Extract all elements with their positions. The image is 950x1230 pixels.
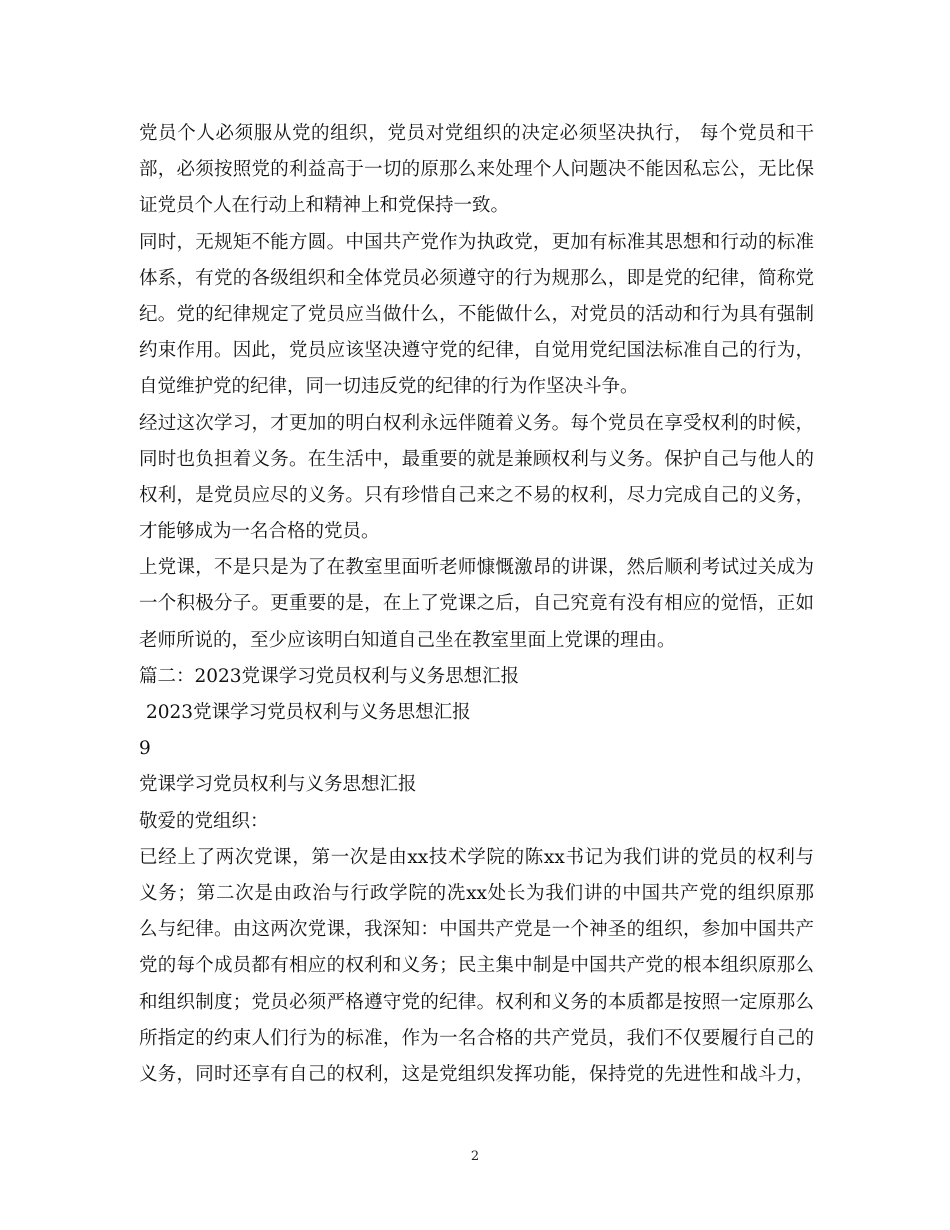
- text-line: 党员个人必须服从党的组织，党员对党组织的决定必须坚决执行， 每个党员和干: [139, 123, 814, 144]
- section-heading: 篇二：2023党课学习党员权利与义务思想汇报: [139, 665, 520, 687]
- text-line: 同时也负担着义务。在生活中，最重要的就是兼顾权利与义务。保护自己与他人的: [139, 448, 814, 470]
- text-line: 证党员个人在行动上和精神上和党保持一致。: [139, 195, 510, 217]
- section-title: 2023党课学习党员权利与义务思想汇报: [146, 702, 471, 723]
- text-line: 纪。党的纪律规定了党员应当做什么，不能做什么，对党员的活动和行为具有强制: [139, 303, 814, 325]
- text-line: 义务；第二次是由政治与行政学院的冼xx处长为我们讲的中国共产党的组织原那: [139, 882, 814, 904]
- text-line: 已经上了两次党课，第一次是由xx技术学院的陈xx书记为我们讲的党员的权利与: [139, 846, 814, 868]
- text-line: 党的每个成员都有相应的权利和义务；民主集中制是中国共产党的根本组织原那么: [139, 955, 814, 977]
- text-line: 老师所说的，至少应该明白知道自己坐在教室里面上党课的理由。: [139, 629, 676, 651]
- document-title: 党课学习党员权利与义务思想汇报: [139, 774, 417, 796]
- text-line: 约束作用。因此，党员应该坚决遵守党的纪律，自觉用党纪国法标准自己的行为，: [139, 340, 814, 362]
- text-line: 同时，无规矩不能方圆。中国共产党作为执政党，更加有标准其思想和行动的标准: [139, 231, 814, 253]
- text-line: 上党课，不是只是为了在教室里面听老师慷慨激昂的讲课，然后顺利考试过关成为: [139, 557, 814, 579]
- text-line: 9: [139, 738, 151, 760]
- document-body: [139, 116, 814, 1093]
- text-line: 才能够成为一名合格的党员。: [139, 521, 380, 543]
- text-line: 义务，同时还享有自己的权利，这是党组织发挥功能，保持党的先进性和战斗力，: [139, 1063, 814, 1085]
- text-line: 么与纪律。由这两次党课，我深知：中国共产党是一个神圣的组织，参加中国共产: [139, 919, 814, 941]
- text-line: 一个积极分子。更重要的是，在上了党课之后，自己究竟有没有相应的觉悟，正如: [139, 593, 814, 615]
- text-line: 权利，是党员应尽的义务。只有珍惜自己来之不易的权利，尽力完成自己的义务，: [139, 484, 814, 506]
- page-number: 2: [470, 1149, 480, 1164]
- text-line: 所指定的约束人们行为的标准，作为一名合格的共产党员，我们不仅要履行自己的: [139, 1027, 814, 1049]
- text-line: 部，必须按照党的利益高于一切的原那么来处理个人问题决不能因私忘公，无比保: [139, 159, 814, 181]
- salutation: 敬爱的党组织：: [139, 810, 269, 832]
- text-line: 和组织制度；党员必须严格遵守党的纪律。权利和义务的本质都是按照一定原那么: [139, 991, 814, 1013]
- text-line: 体系，有党的各级组织和全体党员必须遵守的行为规那么，即是党的纪律，简称党: [139, 267, 814, 289]
- text-line: 自觉维护党的纪律，同一切违反党的纪律的行为作坚决斗争。: [139, 376, 639, 398]
- text-line: 经过这次学习，才更加的明白权利永远伴随着义务。每个党员在享受权利的时候，: [139, 412, 814, 434]
